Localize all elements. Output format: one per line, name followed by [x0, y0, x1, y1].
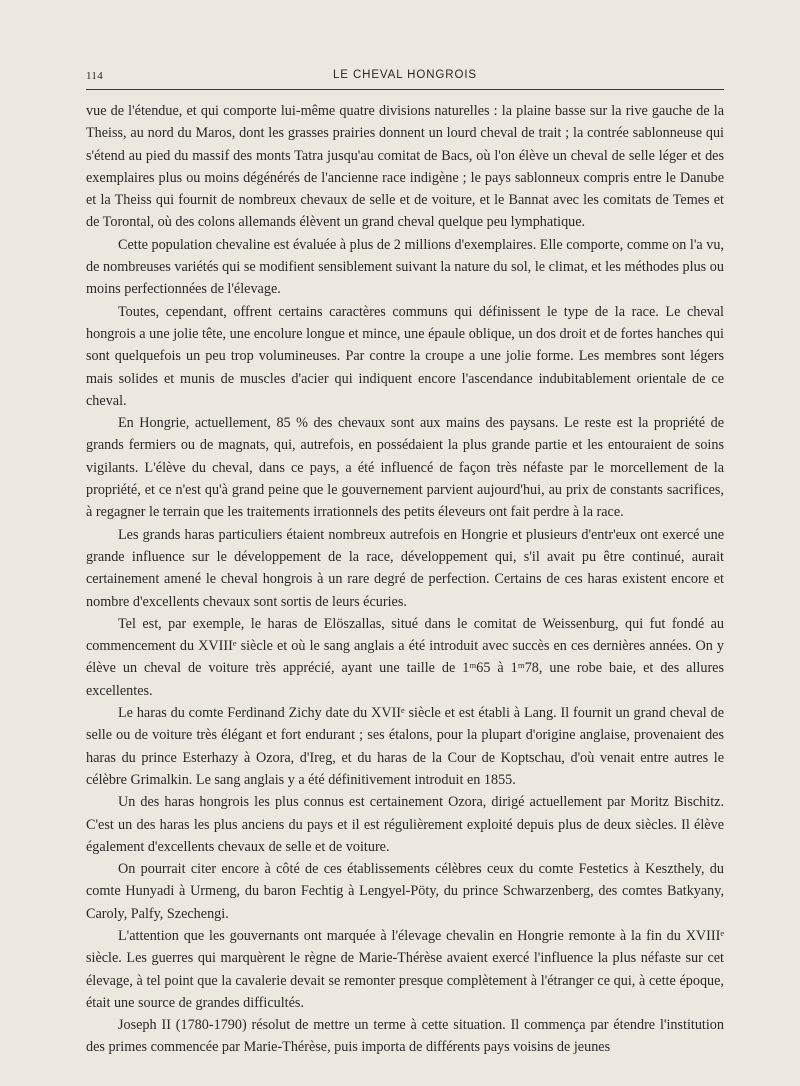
paragraph-11: Joseph II (1780-1790) résolut de mettre un terme à cette situation. Il commença par étendre l'institution des primes commencée par Marie-Thérèse, puis importa de différents pays voisins de jeunes: [86, 1017, 724, 1056]
paragraph-6: Tel est, par exemple, le haras de Elöszallas, situé dans le comitat de Weissenburg, qui fut fondé au commencement du XVIIIᵉ siècle et où le sang anglais a été introduit avec succès en ces dernières années. On y élève un cheval de voiture très apprécié, ayant une taille de 1ᵐ65 à 1ᵐ78, une robe baie, et des allures excellentes.: [86, 615, 724, 699]
page-number: 114: [86, 70, 103, 82]
paragraph-4: En Hongrie, actuellement, 85 % des chevaux sont aux mains des paysans. Le reste est la propriété de grands fermiers ou de magnats, qui, autrefois, en possédaient la plus grande partie et les entouraient de soins vigilants. L'élève du cheval, dans ce pays, a été influencé de façon très néfaste par le morcellement de la propriété, et ce n'est qu'à grand peine que le gouvernement parvient aujourd'hui, au prix de constants sacrifices, à regagner le terrain que les traitements irrationnels des petits éleveurs ont fait perdre à la race.: [86, 415, 724, 521]
page-header: [86, 68, 724, 88]
paragraph-3: Toutes, cependant, offrent certains caractères communs qui définissent le type de la race. Le cheval hongrois a une jolie tête, une encolure longue et mince, une épaule oblique, un dos droit et de fortes hanches qui sont quelquefois un peu trop volumineuses. Par contre la croupe a une jolie forme. Les membres sont légers mais solides et munis de muscles d'acier qui indiquent encore l'ascendance indubitablement orientale de ce cheval.: [86, 303, 724, 409]
paragraph-1: vue de l'étendue, et qui comporte lui-même quatre divisions naturelles : la plaine basse sur la rive gauche de la Theiss, au nord du Maros, dont les grasses prairies donnent un lourd cheval de trait ; la contrée sablonneuse qui s'étend au pied du massif des monts Tatra jusqu'au comitat de Bacs, où l'on élève un cheval de selle léger et des exemplaires plus ou moins dégénérés de l'ancienne race indigène ; le pays sablonneux compris entre le Danube et la Theiss qui fournit de nombreux chevaux de selle et de voiture, et le Bannat avec les comitats de Temes et de Torontal, où des colons allemands élèvent un grand cheval quelque peu lymphatique.: [86, 103, 724, 231]
body-text: [86, 100, 724, 1059]
header-rule: [86, 89, 724, 90]
paragraph-5: Les grands haras particuliers étaient nombreux autrefois en Hongrie et plusieurs d'entr'eux ont exercé une grande influence sur le développement de la race, développement qui, s'il avait pu être continué, aurait certainement amené le cheval hongrois à un rare degré de perfection. Certains de ces haras existent encore et nombre d'excellents chevaux sont sortis de leurs écuries.: [86, 526, 724, 610]
paragraph-2: Cette population chevaline est évaluée à plus de 2 millions d'exemplaires. Elle comporte, comme on l'a vu, de nombreuses variétés qui se modifient sensiblement suivant la nature du sol, le climat, et les méthodes plus ou moins perfectionnées de l'élevage.: [86, 236, 724, 298]
paragraph-8: Un des haras hongrois les plus connus est certainement Ozora, dirigé actuellement par Moritz Bischitz. C'est un des haras les plus anciens du pays et il est régulièrement exploité depuis plus de deux siècles. Il élève également d'excellents chevaux de selle et de voiture.: [86, 794, 724, 855]
paragraph-10: L'attention que les gouvernants ont marquée à l'élevage chevalin en Hongrie remonte à la fin du XVIIIᵉ siècle. Les guerres qui marquèrent le règne de Marie-Thérèse avaient exercé l'influence la plus néfaste sur cet élevage, à tel point que la cavalerie devait se remonter presque complètement à l'étranger ce qui, à cette époque, était une source de grandes difficultés.: [86, 927, 724, 1011]
running-title: LE CHEVAL HONGROIS: [332, 69, 477, 81]
paragraph-7: Le haras du comte Ferdinand Zichy date du XVIIᵉ siècle et est établi à Lang. Il fournit un grand cheval de selle ou de voiture très élégant et fort endurant ; ses étalons, pour la plupart d'origine anglaise, provenaient des haras du prince Esterhazy à Ozora, d'Ireg, et du haras de la Cour de Koptschau, d'où venait entre autres le célèbre Grimalkin. Le sang anglais y a été définitivement introduit en 1855.: [86, 705, 724, 788]
paragraph-9: On pourrait citer encore à côté de ces établissements célèbres ceux du comte Festetics à Keszthely, du comte Hunyadi à Urmeng, du baron Fechtig à Lengyel-Pöty, du prince Schwarzenberg, des comtes Batkyany, Caroly, Palfy, Szechengi.: [86, 861, 724, 922]
